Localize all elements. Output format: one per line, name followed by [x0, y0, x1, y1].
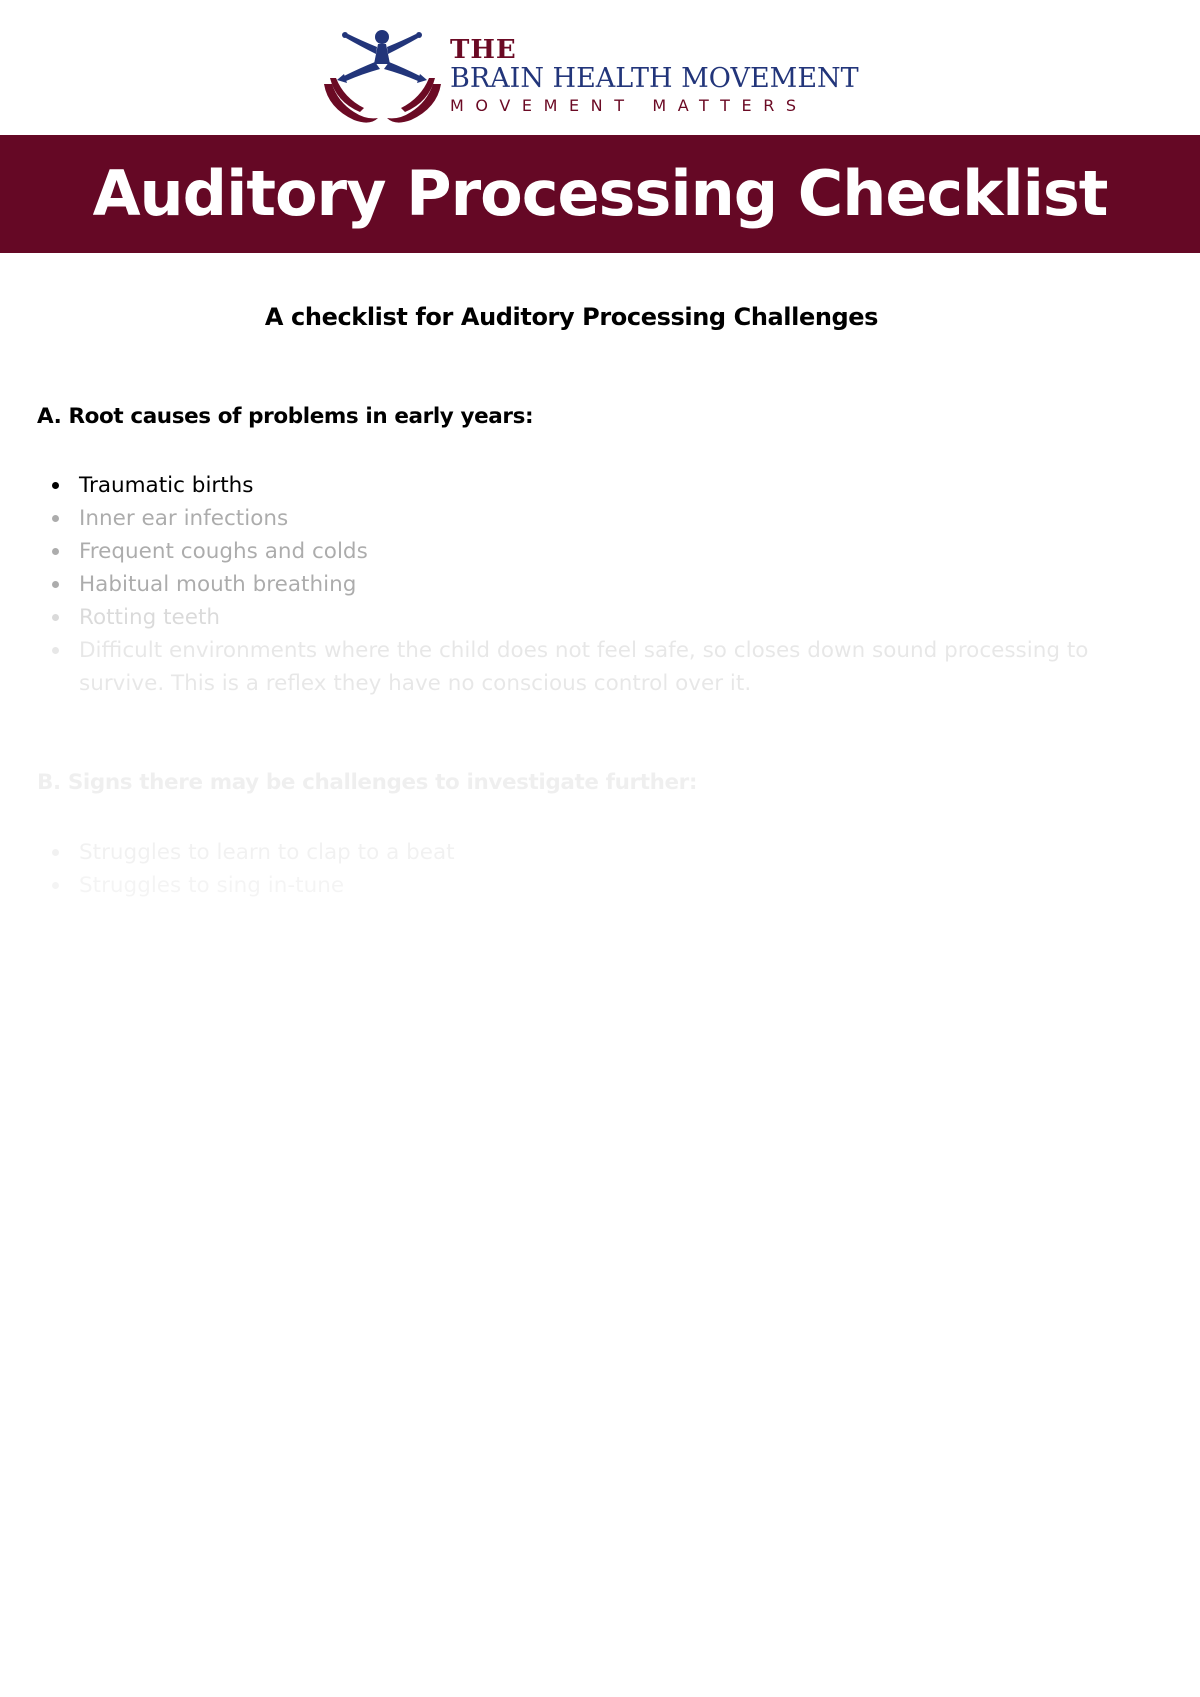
logo-tagline: MOVEMENT MATTERS — [450, 96, 808, 115]
list-item: Difficult environments where the child does not feel safe, so closes down sound processing to survive. This is a reflex they have no conscious control over it. — [40, 634, 1100, 700]
section-b-heading: B. Signs there may be challenges to investigate further: — [37, 770, 698, 795]
logo-figure-hands-icon — [320, 28, 445, 126]
list-item — [40, 869, 1100, 902]
list-item: Inner ear infections — [40, 502, 1100, 535]
list-item: Struggles to learn to clap to a beat — [40, 836, 1100, 869]
page-title: Auditory Processing Checklist — [92, 157, 1108, 230]
logo-line-the: THE — [450, 35, 517, 65]
list-item: Frequent coughs and colds — [40, 535, 1100, 568]
list-item: Habitual mouth breathing — [40, 568, 1100, 601]
page-subtitle: A checklist for Auditory Processing Challenges — [264, 303, 879, 331]
section-a-list — [40, 469, 1100, 700]
brand-logo — [0, 28, 1200, 128]
title-banner — [0, 135, 1200, 253]
section-b-list — [40, 836, 1100, 902]
list-item: Rotting teeth — [40, 601, 1100, 634]
list-item: Traumatic births — [40, 469, 1100, 502]
section-a-heading: A. Root causes of problems in early years: — [37, 404, 534, 429]
logo-line-brand: BRAIN HEALTH MOVEMENT — [450, 63, 859, 94]
logo-wordmark — [450, 36, 870, 117]
